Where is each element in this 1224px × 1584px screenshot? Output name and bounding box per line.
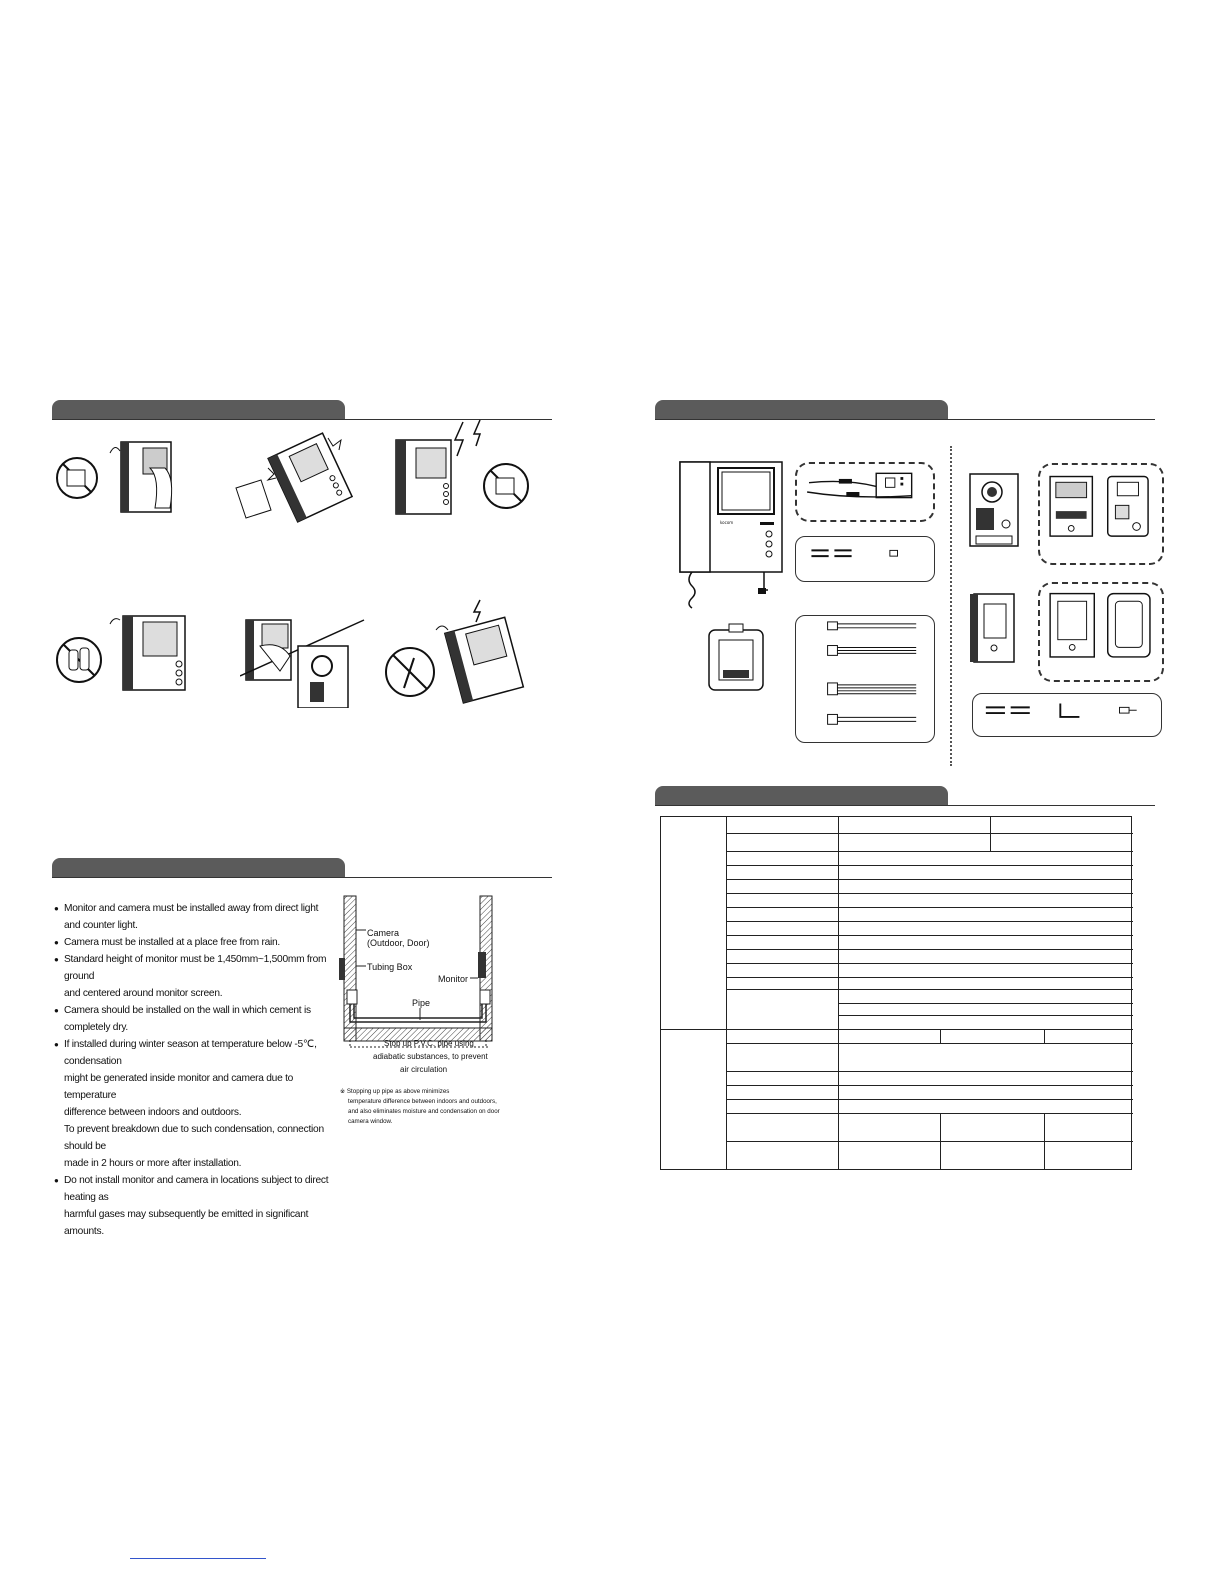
- note-line: made in 2 hours or more after installation.: [64, 1158, 242, 1169]
- table-row-line: [727, 907, 1133, 908]
- table-row-line: [727, 1099, 1133, 1100]
- note-line: and centered around monitor screen.: [64, 988, 223, 999]
- note-line: To prevent breakdown due to such condensation, connection should be: [64, 1124, 324, 1152]
- diagram-note-2: temperature difference between indoors and outdoors,: [348, 1098, 497, 1105]
- note-item: [56, 951, 336, 1002]
- section-rule-installation: [52, 877, 552, 878]
- section-header-bar-components: [655, 400, 948, 420]
- table-row-line: [727, 1113, 1133, 1114]
- table-row-line: [661, 1029, 1133, 1030]
- illus-no-impact: [228, 428, 358, 523]
- note-line: Do not install monitor and camera in locations subject to direct heating as: [64, 1175, 329, 1203]
- table-row-line: [727, 851, 1133, 852]
- table-row-line: [727, 963, 1133, 964]
- wall-bracket-illustration: [705, 622, 767, 694]
- note-line: Camera should be installed on the wall in which cement is completely dry.: [64, 1005, 311, 1033]
- table-row-line: [727, 1043, 1133, 1044]
- table-row-line: [727, 935, 1133, 936]
- monitor-brand-text: kocom: [720, 520, 734, 525]
- label-tubing-box: Tubing Box: [367, 962, 413, 972]
- installation-notes-list: [56, 900, 336, 1240]
- note-item: [56, 900, 336, 934]
- table-row-line: [727, 921, 1133, 922]
- camera-screws-box: [972, 693, 1162, 737]
- diagram-note-4: camera window.: [348, 1118, 393, 1125]
- table-row-line: [727, 977, 1133, 978]
- note-item: [56, 934, 336, 951]
- adapter-group-box: [795, 462, 935, 522]
- section-rule-specifications: [655, 805, 1155, 806]
- note-item: [56, 1172, 336, 1240]
- camera-models-box: [1038, 463, 1164, 565]
- table-col-line: [990, 817, 991, 851]
- note-item: [56, 1002, 336, 1036]
- note-line: Camera must be installed at a place free from rain.: [64, 937, 281, 948]
- table-row-line: [727, 1141, 1133, 1142]
- table-col-line: [726, 817, 727, 1169]
- note-line: and counter light.: [64, 920, 138, 931]
- table-row-line: [727, 1085, 1133, 1086]
- illus-no-water-spray: [55, 438, 195, 518]
- camera-bracket-illustration: [968, 590, 1020, 666]
- note-line: Monitor and camera must be installed away from direct light: [64, 903, 319, 914]
- camera-brackets-box: [1038, 582, 1164, 682]
- table-row-line: [727, 893, 1133, 894]
- cables-box: [795, 615, 935, 743]
- diagram-note-1: ※ Stopping up pipe as above minimizes: [340, 1088, 450, 1095]
- note-line: might be generated inside monitor and camera due to temperature: [64, 1073, 294, 1101]
- label-stop-up-3: air circulation: [400, 1065, 448, 1074]
- table-row-line: [727, 879, 1133, 880]
- door-camera-illustration: [968, 472, 1020, 548]
- footer-link-underline: [130, 1558, 266, 1559]
- illus-no-cleaning-with-cloth: [240, 616, 370, 708]
- monitor-unit-illustration: [672, 458, 787, 610]
- label-camera: Camera: [367, 928, 400, 938]
- illus-no-chemicals: [55, 612, 195, 694]
- label-stop-up-1: Stop up P.V.C. pipe using: [384, 1039, 474, 1048]
- table-row-line: [727, 989, 1133, 990]
- note-line: Standard height of monitor must be 1,450mm~1,500mm from ground: [64, 954, 327, 982]
- illus-no-lightning: [388, 418, 536, 518]
- section-rule-components: [655, 419, 1155, 420]
- note-line: difference between indoors and outdoors.: [64, 1107, 242, 1118]
- pipe-installation-diagram: [330, 890, 510, 1135]
- label-monitor: Monitor: [438, 974, 469, 984]
- diagram-note-3: and also eliminates moisture and condensation on door: [348, 1108, 500, 1115]
- table-row-line: [839, 1015, 1133, 1016]
- table-row-line: [839, 1003, 1133, 1004]
- table-row-line: [727, 865, 1133, 866]
- monitor-screws-box: [795, 536, 935, 582]
- section-header-bar-specifications: [655, 786, 948, 806]
- table-row-line: [727, 949, 1133, 950]
- section-header-bar-precautions: [52, 400, 345, 420]
- note-line: harmful gases may subsequently be emitted in significant amounts.: [64, 1209, 309, 1237]
- table-col-line: [940, 1029, 941, 1043]
- label-pipe: Pipe: [412, 998, 431, 1008]
- table-row-line: [727, 833, 1133, 834]
- illus-no-disassemble: [384, 596, 532, 708]
- note-item: [56, 1036, 336, 1172]
- label-stop-up-2: adiabatic substances, to prevent: [373, 1052, 488, 1061]
- table-col-line: [838, 817, 839, 1169]
- specifications-table: [660, 816, 1132, 1170]
- label-camera-sub: (Outdoor, Door): [367, 938, 430, 948]
- components-divider: [950, 446, 952, 766]
- table-row-line: [727, 1071, 1133, 1072]
- table-col-line: [1044, 1029, 1045, 1043]
- section-header-bar-installation: [52, 858, 345, 878]
- note-line: If installed during winter season at temperature below -5℃, condensation: [64, 1039, 317, 1067]
